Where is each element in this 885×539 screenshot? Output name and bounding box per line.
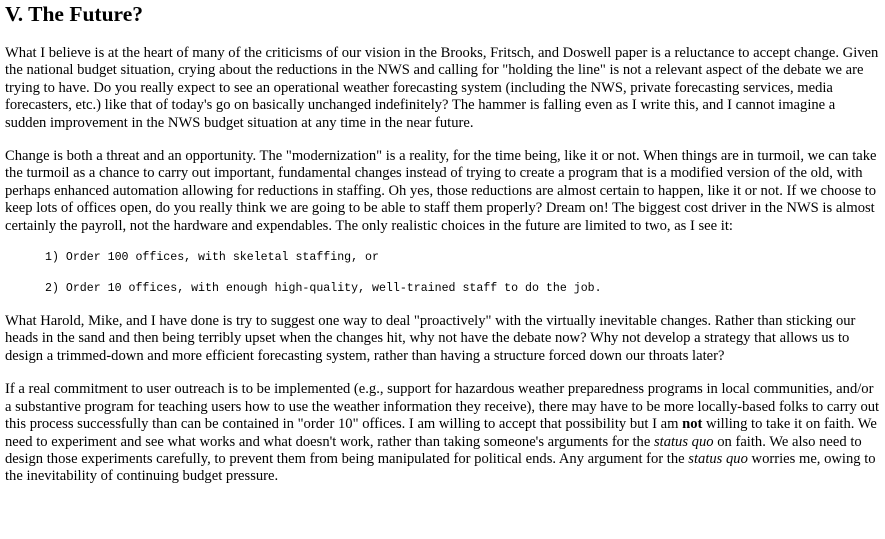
paragraph-4-status-quo-2: status quo bbox=[688, 450, 748, 467]
paragraph-2-text: Change is both a threat and an opportunity. The "modernization" is a reality, for the time being, like it or not. When things are in turmoil, we can take the turmoil as a chance to carry out important, fundamental changes instead of trying to create a program that is a modified version of the old, with perhaps enhanced automation allowing for reductions in staffing. Oh yes, those reductions are almost certain to happen, like it or not. If we choose to keep lots of offices open, do you really think we are going to be able to staff them properly? Dream on! The biggest cost driver in the NWS is almost certainly the payroll, not the hardware and expendables. The only realistic choices in the future are limited to two, as I see it: bbox=[5, 148, 877, 234]
paragraph-4-status-quo-1: status quo bbox=[653, 433, 714, 450]
paragraph-4-part-1: If a real commitment to user outreach is to be implemented (e.g., support for hazardous weather preparedness programs in local communities, and/or a substantive program for teaching users how to use the weather information they receive), there may have to be more locally-based folks to carry out this process successfully than can be contained in "order 10" offices. I am willing to accept that possibility but I am bbox=[5, 381, 880, 433]
paragraph-4-bold-not: not bbox=[682, 416, 703, 433]
document-page bbox=[0, 2, 885, 486]
choice-item-2: 2) Order 10 offices, with enough high-quality, well-trained staff to do the job. bbox=[45, 282, 602, 296]
paragraph-2 bbox=[5, 148, 880, 235]
paragraph-1: What I believe is at the heart of many of the criticisms of our vision in the Brooks, Fritsch, and Doswell paper is a reluctance to accept change. Given the national budget situation, crying about the reductions in the NWS and calling for "holding the line" is not a relevant aspect of the debate we are trying to have. Do you really expect to see an operational weather forecasting system (including the NWS, private forecasting services, media forecasters, etc.) like that of today's go on basically unchanged indefinitely? The hammer is falling even as I write this, and I cannot imagine a sudden improvement in the NWS budget situation at any time in the near future. bbox=[5, 45, 879, 131]
paragraph-4-part-3: on faith. We also need to design those experiments carefully, to prevent them from being manipulated for political ends. Any argument for the bbox=[5, 433, 862, 467]
section-title: V. The Future? bbox=[5, 2, 143, 26]
paragraph-4-part-2: willing to take it on faith. We need to experiment and see what works and what doesn't work, rather than taking someone's arguments for the bbox=[5, 416, 877, 450]
paragraph-4 bbox=[5, 381, 880, 485]
paragraph-3: What Harold, Mike, and I have done is try to suggest one way to deal "proactively" with the virtually inevitable changes. Rather than sticking our heads in the sand and then being terribly upset when the changes hit, why not have the debate now? Why not develop a strategy that allows us to design a trimmed-down and more efficient forecasting system, rather than having a structure forced down our throats later? bbox=[5, 313, 856, 364]
paragraph-4-part-4: worries me, owing to the inevitability of continuing budget pressure. bbox=[5, 450, 876, 485]
choice-item-1: 1) Order 100 offices, with skeletal staffing, or bbox=[45, 251, 379, 265]
choices-list bbox=[5, 251, 880, 296]
